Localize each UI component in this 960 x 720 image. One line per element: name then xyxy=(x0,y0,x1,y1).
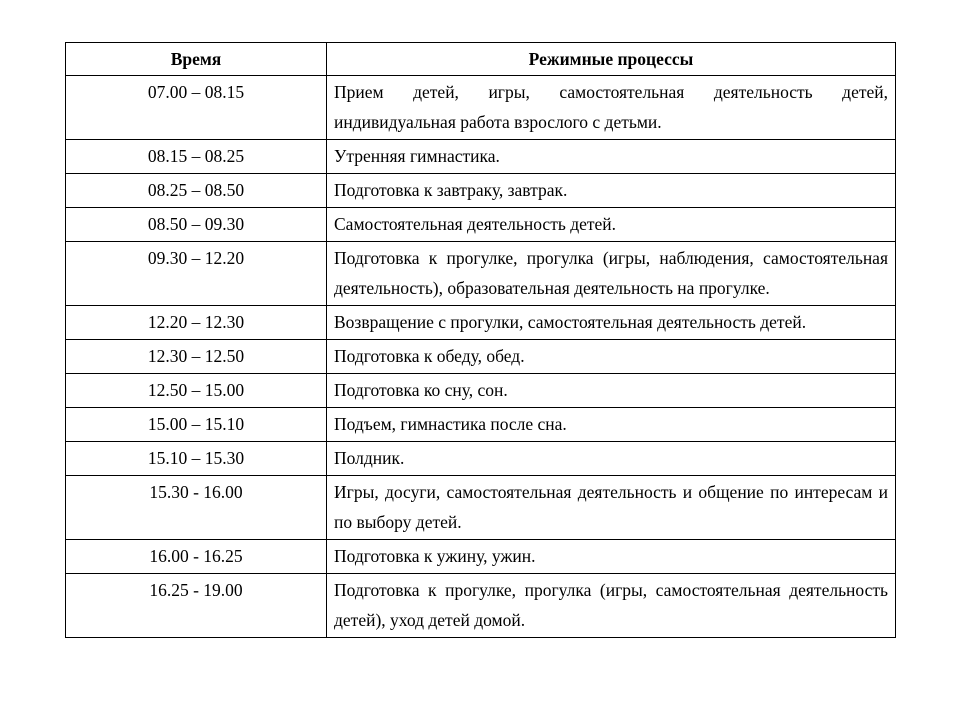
header-time: Время xyxy=(66,43,327,76)
time-cell: 15.30 - 16.00 xyxy=(66,476,327,540)
time-cell: 07.00 – 08.15 xyxy=(66,76,327,140)
table-row xyxy=(66,242,896,306)
process-cell: Полдник. xyxy=(327,442,896,476)
table-row xyxy=(66,408,896,442)
time-cell: 15.10 – 15.30 xyxy=(66,442,327,476)
header-row xyxy=(66,43,896,76)
table-row xyxy=(66,340,896,374)
time-cell: 15.00 – 15.10 xyxy=(66,408,327,442)
table-row xyxy=(66,540,896,574)
table-row xyxy=(66,374,896,408)
table-row xyxy=(66,476,896,540)
process-cell: Игры, досуги, самостоятельная деятельность и общение по интересам и по выбору детей. xyxy=(327,476,896,540)
time-cell: 08.50 – 09.30 xyxy=(66,208,327,242)
schedule-table-body xyxy=(66,76,896,638)
process-cell: Самостоятельная деятельность детей. xyxy=(327,208,896,242)
time-cell: 09.30 – 12.20 xyxy=(66,242,327,306)
time-cell: 08.15 – 08.25 xyxy=(66,140,327,174)
process-cell: Возвращение с прогулки, самостоятельная деятельность детей. xyxy=(327,306,896,340)
table-row xyxy=(66,306,896,340)
table-row xyxy=(66,174,896,208)
process-cell: Подготовка к прогулке, прогулка (игры, наблюдения, самостоятельная деятельность), образовательная деятельность на прогулке. xyxy=(327,242,896,306)
process-cell: Утренняя гимнастика. xyxy=(327,140,896,174)
process-cell: Подготовка к завтраку, завтрак. xyxy=(327,174,896,208)
schedule-table-header xyxy=(66,43,896,76)
time-cell: 16.00 - 16.25 xyxy=(66,540,327,574)
process-cell: Прием детей, игры, самостоятельная деятельность детей, индивидуальная работа взрослого с детьми. xyxy=(327,76,896,140)
table-row xyxy=(66,208,896,242)
table-row xyxy=(66,76,896,140)
time-cell: 12.50 – 15.00 xyxy=(66,374,327,408)
table-row xyxy=(66,140,896,174)
time-cell: 16.25 - 19.00 xyxy=(66,574,327,638)
table-row xyxy=(66,574,896,638)
header-process: Режимные процессы xyxy=(327,43,896,76)
process-cell: Подготовка к обеду, обед. xyxy=(327,340,896,374)
schedule-table xyxy=(65,42,896,638)
time-cell: 08.25 – 08.50 xyxy=(66,174,327,208)
process-cell: Подъем, гимнастика после сна. xyxy=(327,408,896,442)
time-cell: 12.30 – 12.50 xyxy=(66,340,327,374)
table-row xyxy=(66,442,896,476)
time-cell: 12.20 – 12.30 xyxy=(66,306,327,340)
process-cell: Подготовка к прогулке, прогулка (игры, самостоятельная деятельность детей), уход детей домой. xyxy=(327,574,896,638)
process-cell: Подготовка к ужину, ужин. xyxy=(327,540,896,574)
process-cell: Подготовка ко сну, сон. xyxy=(327,374,896,408)
